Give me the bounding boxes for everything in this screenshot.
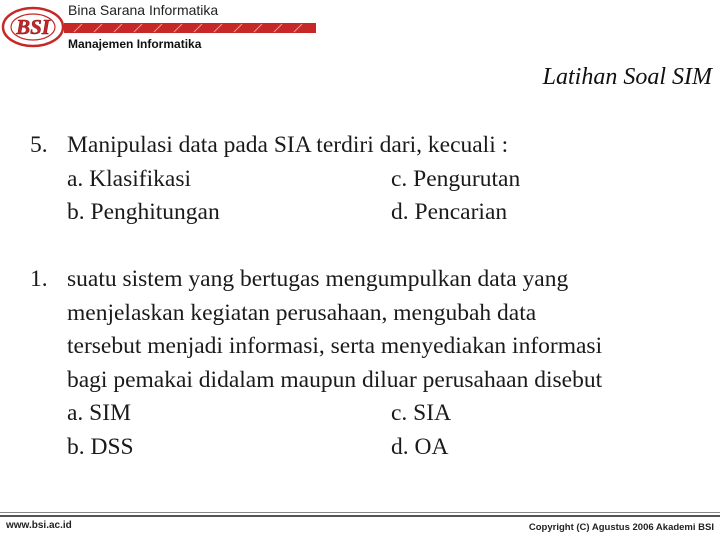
option-d: d. OA — [391, 433, 449, 460]
question-stem — [67, 129, 717, 163]
question-stem-line: menjelaskan kegiatan perusahaan, mengubah data — [67, 299, 537, 326]
question-stem — [67, 263, 717, 397]
footer-copyright: Copyright (C) Agustus 2006 Akademi BSI — [528, 522, 714, 533]
answer-options — [67, 163, 717, 230]
answer-options — [67, 397, 717, 464]
slide-title: Latihan Soal SIM — [542, 64, 712, 90]
footer-divider — [0, 515, 720, 517]
option-a: a. SIM — [67, 400, 131, 426]
option-a: a. Klasifikasi — [67, 165, 191, 192]
question-stem-line: tersebut menjadi informasi, serta menyediakan informasi — [67, 333, 603, 359]
department-name: Manajemen Informatika — [68, 37, 202, 51]
header-divider-bar — [64, 23, 316, 33]
org-name: Bina Sarana Informatika — [68, 2, 219, 18]
option-c: c. SIA — [391, 400, 452, 426]
footer-website: www.bsi.ac.id — [6, 520, 72, 531]
option-b: b. DSS — [67, 433, 134, 460]
option-b: b. Penghitungan — [67, 199, 220, 225]
footer-divider — [0, 512, 720, 513]
question-stem-line: Manipulasi data pada SIA terdiri dari, kecuali : — [67, 132, 509, 158]
question-stem-line: suatu sistem yang bertugas mengumpulkan data yang — [67, 266, 569, 292]
bsi-logo — [0, 4, 66, 50]
question-number: 1. — [30, 266, 48, 292]
logo-text: BSI — [16, 15, 50, 39]
question-number: 5. — [30, 132, 48, 158]
option-c: c. Pengurutan — [391, 165, 521, 192]
question-stem-line: bagi pemakai didalam maupun diluar perusahaan disebut — [67, 366, 603, 393]
header — [0, 0, 720, 56]
option-d: d. Pencarian — [391, 199, 508, 225]
